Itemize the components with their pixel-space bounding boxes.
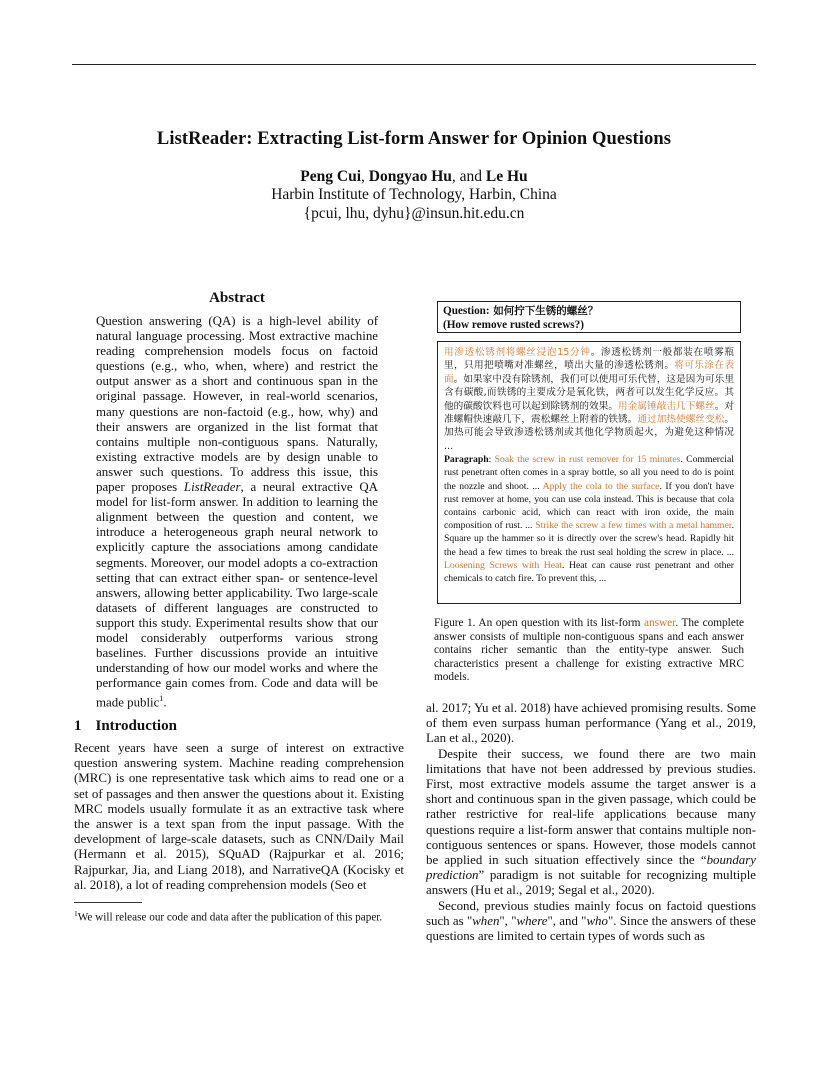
caption-text: Figure 1. An open question with its list-form [434, 617, 644, 629]
abstract-text: Question answering (QA) is a high-level ability of natural language processing. Most extractive machine reading comprehension models focus on factoid questions (e.g., who, when, where) and restrict the output answer as a short and continuous span in the original passage. However, in real-world scenarios, many questions are non-factoid (e.g., how, why) and their answers are organized in the list format that contains multiple non-contiguous spans. Naturally, existing extractive models are by design unable to answer such questions. To address this issue, this paper proposes [96, 314, 378, 495]
answer-span: Loosening Screws with Heat [444, 559, 563, 571]
paragraph-text: 。如果家中没有除锈剂，我们可以使用可乐代替，这是因为可乐里含有碳酸,而铁锈的主要成分是氧化铁，两者可以发生化学反应。其他的碳酸饮料也可以起到除锈剂的效果。 [444, 373, 735, 412]
author-emails: {pcui, lhu, dyhu}@insun.hit.edu.cn [303, 205, 525, 222]
paragraph-label-sep: : [488, 454, 495, 466]
emphasis: where [516, 913, 548, 928]
section-heading-introduction [74, 718, 177, 735]
body-text: ", " [499, 913, 517, 928]
figure-paragraph-box [437, 341, 741, 604]
paragraph-zh [444, 346, 734, 453]
body-paragraph [426, 899, 756, 945]
answer-span: Strike the screw a few times with a metal hammer [535, 520, 732, 532]
header-rule [72, 64, 756, 65]
answer-span: 用金属锤敲击几下螺丝 [618, 400, 715, 412]
author-2: Dongyao Hu [368, 168, 452, 185]
section-number: 1 [74, 718, 82, 734]
figure-caption [434, 617, 744, 685]
body-text: Second, previous studies mainly focus on factoid questions such as " [426, 898, 756, 928]
body-text: ” paradigm is not suitable for recognizing multiple answers (Hu et al., 2019; Segal et al., 2020). [426, 868, 756, 898]
answer-span: 通过加热使螺丝变松 [637, 414, 725, 426]
paragraph-text: . Square up the hammer so it is directly over the screw's head. Rapidly hit the head a few times to break the rust seal holding the screw in place. ... [444, 520, 735, 558]
emphasis: boundary prediction [426, 853, 756, 883]
paragraph-text: . Heat can cause rust penetrant and other chemicals to catch fire. To prevent this, ... [444, 559, 734, 585]
paragraph-en [444, 453, 734, 585]
paragraph-text: . Commercial rust penetrant often comes in a spray bottle, so all you need to do is point the nozzle and shoot. ... [444, 454, 734, 492]
model-name: ListReader [183, 480, 241, 495]
caption-answer-word: answer [643, 617, 676, 629]
body-paragraph [426, 747, 756, 899]
body-text: ", and " [547, 913, 587, 928]
question-en: (How remove rusted screws?) [443, 319, 584, 331]
emphasis: who [586, 913, 608, 928]
body-paragraph: al. 2017; Yu et al. 2018) have achieved promising results. Some of them even surpass human performance (Yang et al., 2019, Lan et al., 2020). [426, 701, 756, 746]
paragraph-text: . If you don't have rust remover at home, you can use cola instead. This is because that cola contains carbonic acid, which can react with iron oxide, the main composition of rust. ... [444, 480, 734, 532]
paper-title: ListReader: Extracting List-form Answer for Opinion Questions [156, 129, 672, 149]
author-1: Peng Cui [300, 168, 362, 185]
abstract-text: , a neural extractive QA model for list-form answer. In addition to learning the alignment between the question and content, we introduce a heterogeneous graph neural network to explicitly capture the associations among candidate segments. Moreover, our model adopts a co-extraction setting that can extract either span- or sentence-level answers, allowing better applicability. Two large-scale datasets of different languages are constructed to support this study. Experimental results show that our model considerably outperforms various strong baselines. Further discussions provide an intuitive understanding of how our model works and where the performance gain comes from. Code and data will be made public [96, 480, 378, 710]
caption-text: . The complete answer consists of multiple non-contiguous spans and each answer contains richer semantic than the entity-type answer. Such characteristics present a challenge for existing extractive MRC models. [434, 617, 744, 684]
paragraph-text: 。加热可能会导致渗透松锈剂或其他化学物质起火，为避免这种情况 ... [444, 414, 735, 452]
body-text: Despite their success, we found there are two main limitations that have not been addressed by previous studies. First, most extractive models assume the target answer is a short and continuous span in the given passage, which could be rather restrictive for real-life applications because many questions require a list-form answer that contains multiple non-contiguous sentences or spans. However, those models cannot be applied in such situation effectively since the “ [426, 746, 756, 868]
footnote-rule [74, 902, 142, 903]
footnote-text: We will release our code and data after the publication of this paper. [77, 911, 383, 924]
answer-span: Soak the screw in rust remover for 15 minutes [494, 454, 681, 466]
answer-span: 将可乐涂在表面 [444, 360, 735, 385]
footnote [74, 907, 404, 925]
question-label: Question: [443, 305, 490, 317]
author-separator: , [361, 168, 369, 185]
author-list [72, 167, 756, 187]
author-separator: , and [451, 168, 486, 185]
emphasis: when [472, 913, 500, 928]
answer-span: Apply the cola to the surface [542, 480, 660, 492]
figure-question-box [437, 301, 741, 333]
abstract-end: . [163, 695, 167, 710]
question-zh: 如何拧下生锈的螺丝？ [489, 305, 599, 317]
body-text: ". Since the answers of these questions are limited to certain types of words such as [426, 913, 756, 944]
abstract-body [96, 314, 378, 711]
introduction-text: Recent years have seen a surge of interest on extractive question answering system. Machine reading comprehension (MRC) is one representative task which aims to read one or a set of passages and then answer the questions about it. Existing MRC models usually formulate it as an extractive task where the answer is a text span from the input passage. With the development of large-scale datasets, such as CNN/Daily Mail (Hermann et al. 2015), SQuAD (Rajpurkar et al. 2016; Rajpurkar, Jia, and Liang 2018), and NarrativeQA (Kocisky et al. 2018), a lot of reading comprehension models (Seo et [74, 741, 404, 892]
footnote-number: 1 [74, 909, 78, 918]
footnote-marker: 1 [159, 694, 164, 704]
author-3: Le Hu [485, 168, 528, 185]
abstract-heading: Abstract [209, 290, 265, 306]
paragraph-label: Paragraph [444, 454, 489, 466]
answer-span: 用渗透松锈剂将螺丝浸泡15分钟 [444, 347, 591, 358]
affiliation: Harbin Institute of Technology, Harbin, China [271, 186, 557, 203]
right-column-body [426, 701, 756, 944]
paragraph-text: 。渗透松锈剂一般都装在喷雾瓶里，只用把喷嘴对准螺丝，喷出大量的渗透松锈剂。 [444, 347, 734, 372]
section-title: Introduction [95, 718, 177, 734]
paragraph-text: 。对准螺帽快速敲几下，震松螺丝上附着的铁锈。 [444, 400, 735, 426]
question-line-zh [443, 304, 735, 318]
